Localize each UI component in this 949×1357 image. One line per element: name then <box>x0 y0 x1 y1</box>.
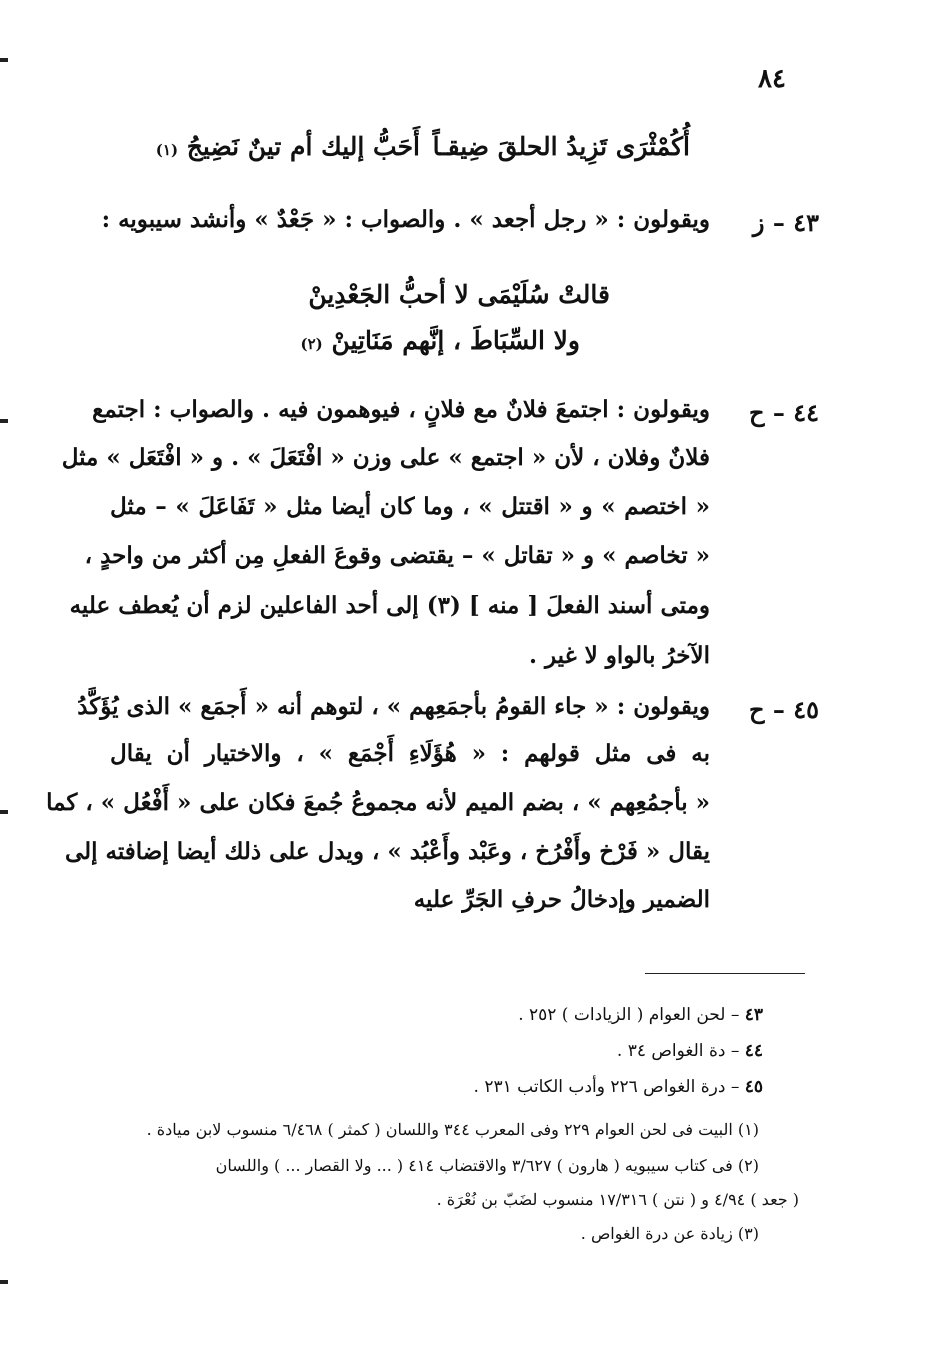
entry-text-line: ويقولون : « جاء القومُ بأجمَعِهم » ، لتوهم أنه « أَجمَع » الذى يُؤَكَّدُ <box>77 693 710 720</box>
poem-line: قالتْ سُلَيْمَى لا أحبُّ الجَعْدِينْ <box>308 280 610 309</box>
footnote-reference: (٢) <box>300 335 323 353</box>
entry-number: ٤٤ <box>793 398 819 427</box>
entry-letter: – ح <box>749 398 785 427</box>
entry-text-line: يقال « فَرْخ وأَفْرُخ ، وعَبْد وأَعْبُد » ، ويدل على ذلك أيضا إضافته إلى <box>64 838 710 865</box>
source-text: – دة الغواص ٣٤ . <box>616 1041 740 1061</box>
verse-hemistich-right: أُكُمْثْرَى تَزِيدُ الحلقَ ضِيقـاً <box>432 132 690 161</box>
entry-heading <box>719 398 819 427</box>
verse-hemistich-left <box>155 132 420 161</box>
footnote: (٣) زيادة عن درة الغواص . <box>580 1224 759 1243</box>
entry-text-line: به فى مثل قولهم : « هُؤَلَاءِ أَجْمَع » ، والاختيار أن يقال <box>110 740 710 767</box>
entry-text-line: فلانٌ وفلان ، لأن « اجتمع » على وزن « افْتَعَلَ » . و « افْتَعَل » مثل <box>61 444 710 471</box>
scan-edge-mark <box>0 1280 8 1284</box>
entry-letter: – ز <box>752 208 785 237</box>
source-reference <box>203 1041 763 1061</box>
entry-letter: – ح <box>749 695 785 724</box>
footnote: (١) البيت فى لحن العوام ٢٢٩ وفى المعرب ٣٤٤ واللسان ( كمثر ) ٦/٤٦٨ منسوب لابن ميادة . <box>146 1120 759 1139</box>
page-number: ٨٤ <box>758 64 786 94</box>
source-text: – لحن العوام ( الزيادات ) ٢٥٢ . <box>518 1005 740 1025</box>
footnote: (٢) فى كتاب سيبويه ( هارون ) ٣/٦٢٧ والاقتضاب ٤١٤ ( ... ولا القصار ... ) واللسان <box>215 1156 759 1175</box>
source-number: ٤٣ <box>744 1005 763 1025</box>
entry-text-line: الضمير وإدخالُ حرفِ الجَرِّ عليه <box>413 886 710 913</box>
scan-edge-mark <box>0 58 8 62</box>
source-number: ٤٥ <box>744 1077 763 1097</box>
scan-edge-mark <box>0 419 8 423</box>
entry-text-line: ويقولون : اجتمعَ فلانٌ مع فلانٍ ، فيوهمون فيه . والصواب : اجتمع <box>92 396 710 423</box>
entry-text-line: « تخاصم » و « تقاتل » – يقتضى وقوعَ الفعلِ مِن أكثر من واحدٍ ، <box>84 542 710 569</box>
source-number: ٤٤ <box>744 1041 763 1061</box>
poem-line <box>300 326 580 355</box>
source-reference <box>203 1077 763 1097</box>
scan-edge-mark <box>0 810 8 814</box>
verse-hemistich-left-text: أَحَبُّ إليك أم تينٌ نَضِيجُ <box>186 132 420 161</box>
footnote-reference: (١) <box>155 141 179 159</box>
footnote: ( جعد ) ٤/٩٤ و ( نتن ) ١٧/٣١٦ منسوب لضَبّ بن نُعْرَة . <box>436 1190 799 1209</box>
entry-text-line: « بأجمُعِهم » ، بضم الميم لأنه مجموعُ جُمعَ فكان على « أَفْعُل » ، كما <box>46 789 710 816</box>
entry-text-line: الآخرُ بالواو لا غير . <box>528 642 710 669</box>
entry-number: ٤٣ <box>793 208 819 237</box>
entry-text-line: ومتى أسند الفعلَ [ منه ] (٣) إلى أحد الفاعلين لزم أن يُعطف عليه <box>69 592 710 619</box>
entry-heading <box>719 695 819 724</box>
entry-text-line: « اختصم » و « اقتتل » ، وما كان أيضا مثل « تَفَاعَلَ » – مثل <box>110 493 710 520</box>
entry-heading <box>719 208 819 237</box>
poem-line-text: ولا السِّبَاطَ ، إنَّهم مَنَاتِينْ <box>331 326 580 355</box>
entry-text-line: ويقولون : « رجل أجعد » . والصواب : « جَعْدٌ » وأنشد سيبويه : <box>101 206 710 233</box>
entry-number: ٤٥ <box>793 695 819 724</box>
source-reference <box>203 1005 763 1025</box>
footnote-divider <box>645 973 805 974</box>
source-text: – درة الغواص ٢٢٦ وأدب الكاتب ٢٣١ . <box>473 1077 740 1097</box>
